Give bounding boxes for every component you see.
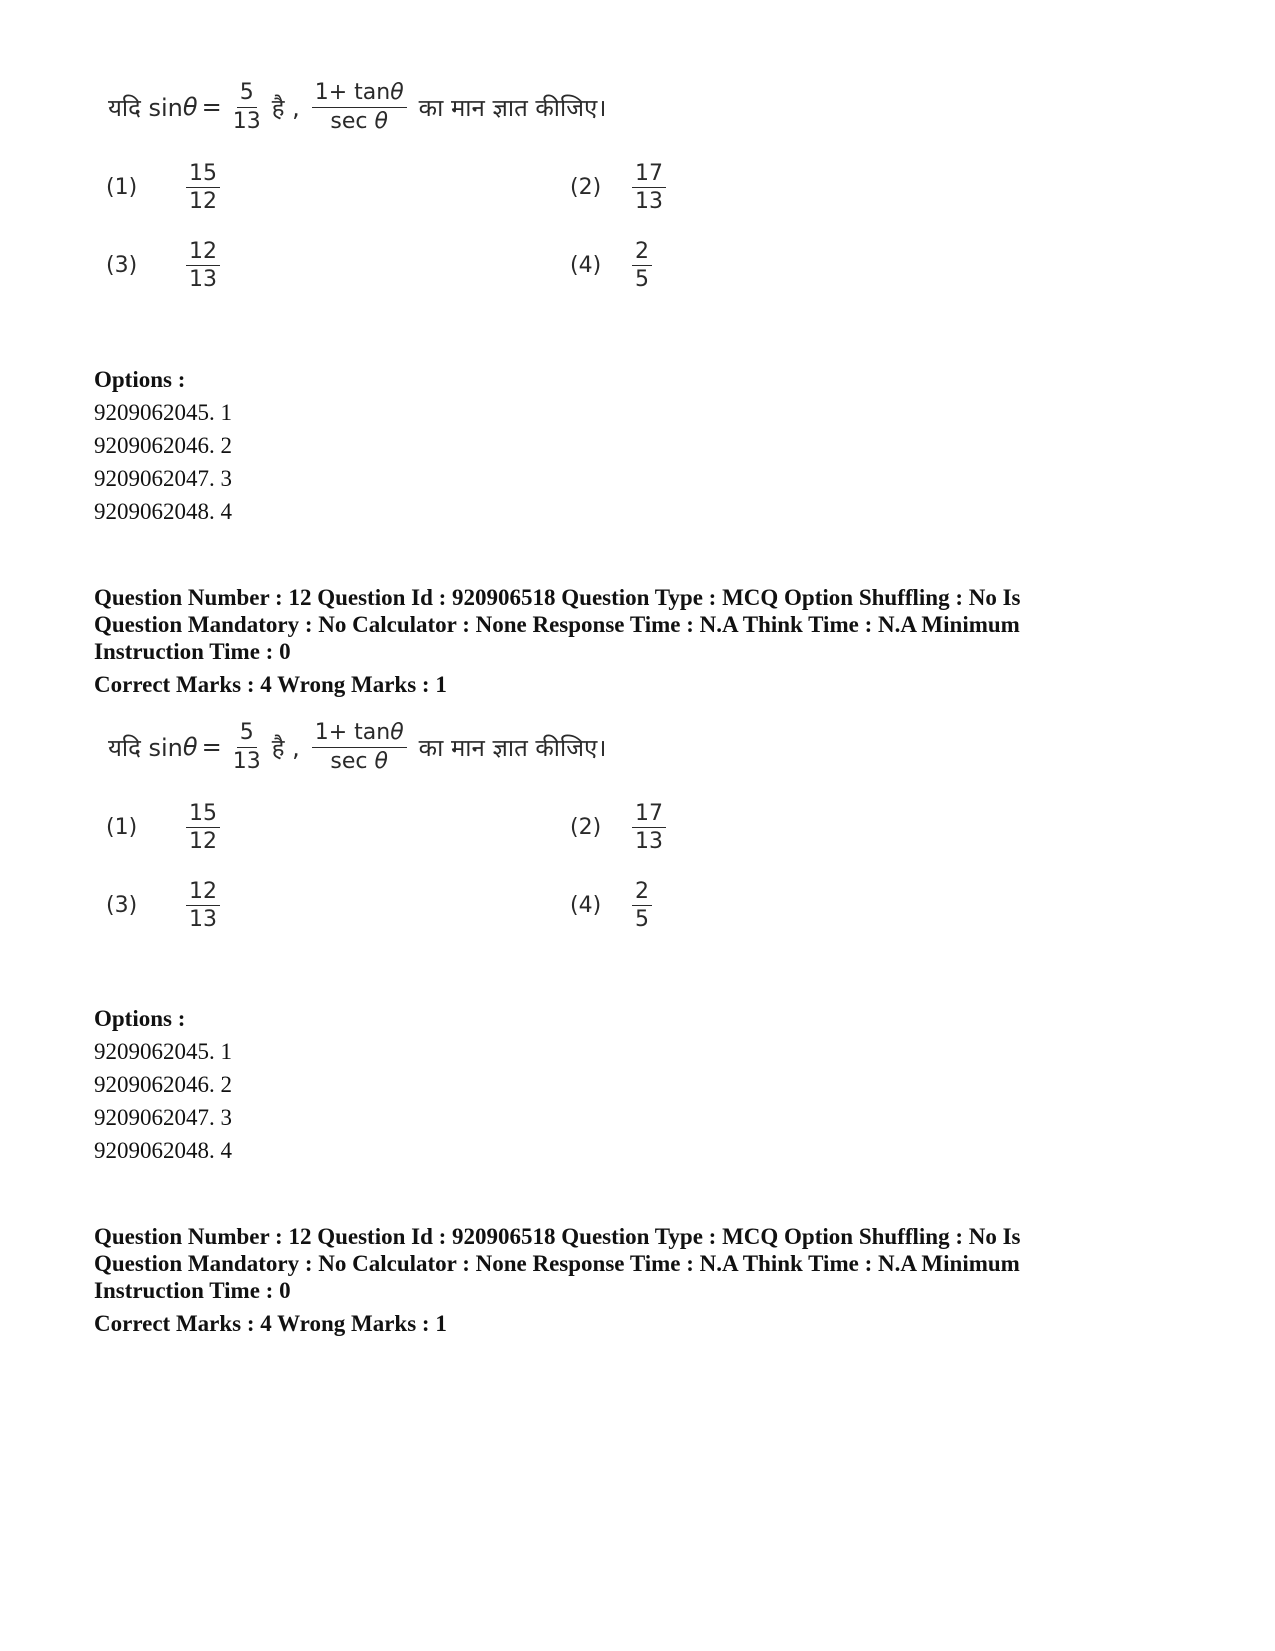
fraction-denominator: 13 [635,829,663,855]
meta-line: Question Number : 12 Question Id : 920906518 Question Type : MCQ Option Shuffling : No Is [94,1224,1021,1249]
fraction-denominator: 13 [232,108,261,134]
fraction-denominator [327,108,391,133]
fraction-numerator: 17 [632,162,666,188]
equals-sign: = [201,93,222,121]
choice-3 [106,240,224,291]
choice-label: (4) [570,253,602,279]
choice-label: (4) [570,893,602,919]
fraction-numerator: 12 [186,880,220,906]
choice-fraction [186,240,220,291]
choice-4 [570,880,656,931]
choice-fraction [632,240,652,291]
choice-1 [106,802,224,853]
fraction-numerator: 5 [237,721,257,747]
stem-suffix: का मान ज्ञात कीजिए। [418,733,607,762]
marks-line: Correct Marks : 4 Wrong Marks : 1 [94,1311,447,1336]
meta-line: Question Mandatory : No Calculator : None Response Time : N.A Think Time : N.A Minimum [94,612,1020,637]
choice-fraction [186,802,220,853]
theta-symbol: θ [390,720,404,746]
option-row: 9209062045. 1 [94,1039,232,1064]
fraction-numerator: 15 [186,162,220,188]
fraction-numerator: 12 [186,240,220,266]
fraction-numerator: 5 [237,81,257,107]
option-row: 9209062046. 2 [94,1072,232,1097]
stem-hai: है , [271,93,300,122]
theta-symbol: θ [182,733,198,761]
choice-fraction [186,880,220,931]
choice-label: (3) [106,893,138,919]
expr-num-text: 1+ tan [314,80,391,106]
choice-fraction [632,162,666,213]
expr-num-text: 1+ tan [314,720,391,746]
fraction-numerator: 2 [632,880,652,906]
option-row: 9209062046. 2 [94,433,232,458]
option-row: 9209062048. 4 [94,1138,232,1163]
fraction-numerator: 2 [632,240,652,266]
fraction-numerator [312,721,407,747]
theta-symbol: θ [182,93,198,121]
fraction-denominator: 13 [232,748,261,774]
choice-label: (2) [570,815,602,841]
fraction-denominator: 12 [189,829,217,855]
question-image [100,72,700,312]
sin-fraction [230,721,264,772]
fraction-numerator: 15 [186,802,220,828]
fraction-denominator: 13 [189,267,217,293]
fraction-numerator [312,81,407,107]
choice-2 [570,802,670,853]
expr-den-text: sec [330,748,368,774]
stem-prefix: यदि sin [108,93,183,122]
theta-symbol: θ [374,748,388,774]
options-heading: Options : [94,1006,186,1031]
choice-4 [570,240,656,291]
expression-fraction [312,81,407,132]
option-row: 9209062048. 4 [94,499,232,524]
expr-den-text: sec [330,108,368,134]
question-stem [108,72,606,142]
equals-sign: = [201,733,222,761]
meta-line: Instruction Time : 0 [94,639,291,664]
option-row: 9209062047. 3 [94,466,232,491]
choice-1 [106,162,224,213]
stem-hai: है , [271,733,300,762]
choice-label: (2) [570,175,602,201]
choice-label: (1) [106,815,138,841]
theta-symbol: θ [374,108,388,134]
expression-fraction [312,721,407,772]
sin-fraction [230,81,264,132]
choice-3 [106,880,224,931]
theta-symbol: θ [390,80,404,106]
choice-2 [570,162,670,213]
fraction-denominator: 5 [635,267,649,293]
fraction-denominator: 12 [189,189,217,215]
fraction-denominator: 13 [189,907,217,933]
options-heading: Options : [94,367,186,392]
option-row: 9209062047. 3 [94,1105,232,1130]
stem-prefix: यदि sin [108,733,183,762]
choice-label: (3) [106,253,138,279]
question-image [100,712,700,952]
choice-label: (1) [106,175,138,201]
fraction-numerator: 17 [632,802,666,828]
choice-fraction [632,802,666,853]
meta-line: Question Number : 12 Question Id : 920906518 Question Type : MCQ Option Shuffling : No Is [94,585,1021,610]
choice-fraction [186,162,220,213]
fraction-denominator [327,748,391,773]
fraction-denominator: 13 [635,189,663,215]
option-row: 9209062045. 1 [94,400,232,425]
stem-suffix: का मान ज्ञात कीजिए। [418,93,607,122]
question-meta [94,1223,1074,1304]
choice-fraction [632,880,652,931]
marks-line: Correct Marks : 4 Wrong Marks : 1 [94,672,447,697]
question-stem [108,712,606,782]
meta-line: Question Mandatory : No Calculator : None Response Time : N.A Think Time : N.A Minimum [94,1251,1020,1276]
question-meta [94,584,1074,665]
fraction-denominator: 5 [635,907,649,933]
meta-line: Instruction Time : 0 [94,1278,291,1303]
